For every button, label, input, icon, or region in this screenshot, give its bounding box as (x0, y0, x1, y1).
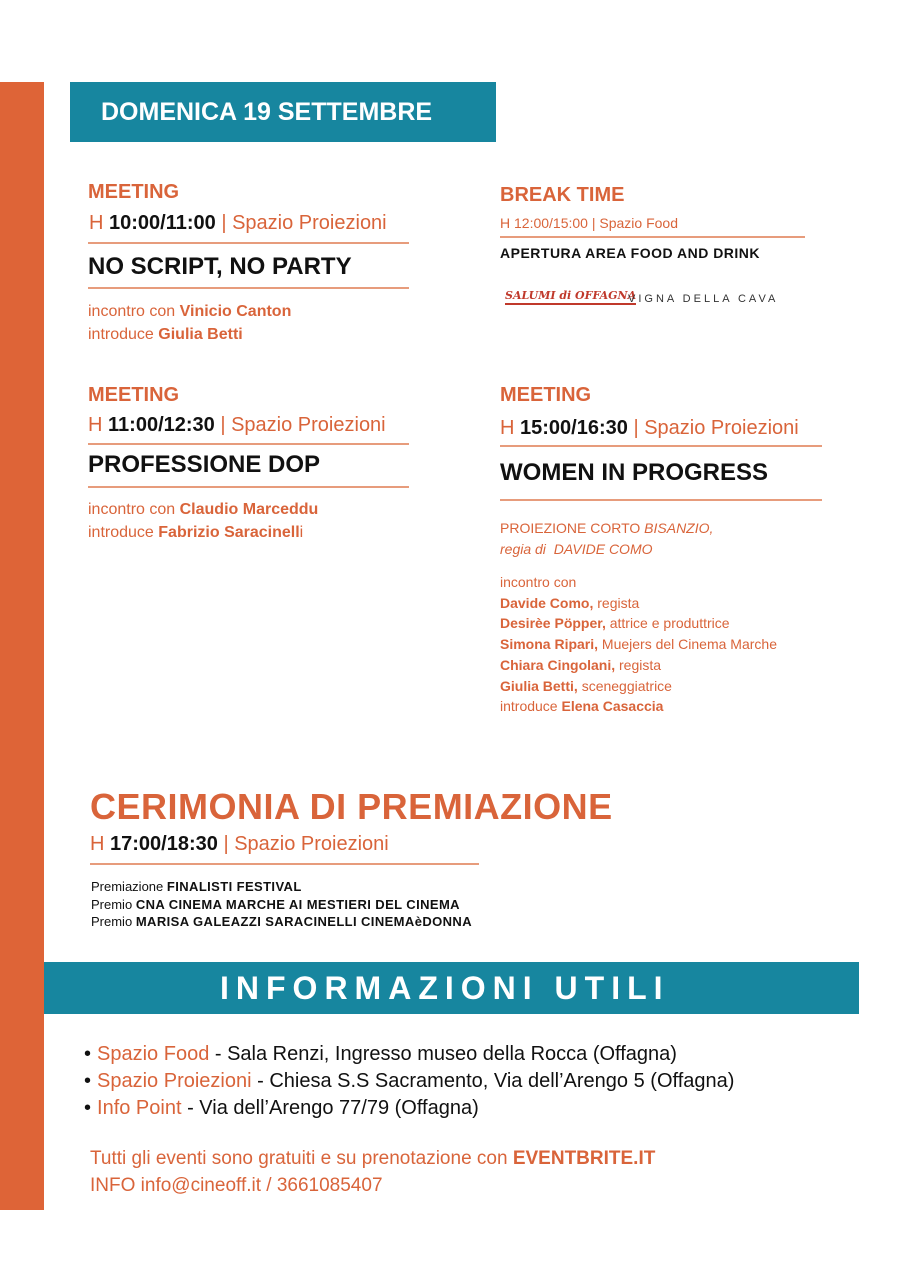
prize-line: Premiazione FINALISTI FESTIVAL (91, 879, 302, 894)
guest-line: Davide Como, regista (500, 594, 640, 611)
location-item: • Spazio Proiezioni - Chiesa S.S Sacramento, Via dell’Arengo 5 (Offagna) (84, 1070, 735, 1092)
time-prefix: H (89, 212, 104, 234)
event-3-kind: MEETING (88, 384, 180, 406)
event-1-title: NO SCRIPT, NO PARTY (88, 253, 352, 280)
date-banner (70, 82, 496, 142)
guest-line: Simona Ripari, Muejers del Cinema Marche (500, 636, 777, 653)
event-4-title: WOMEN IN PROGRESS (500, 459, 769, 486)
time-range: 10:00/11:00 (109, 212, 216, 234)
event-3-details (88, 498, 318, 544)
time-location: | Spazio Proiezioni (220, 414, 386, 436)
event-3-time (88, 414, 386, 437)
event-2-title: APERTURA AREA FOOD AND DRINK (500, 245, 761, 261)
guest-line: Giulia Betti, sceneggiatrice (500, 677, 672, 694)
time-range: 11:00/12:30 (108, 414, 215, 436)
guest-intro: incontro con (500, 574, 577, 590)
event-4-time (500, 417, 799, 440)
time-prefix: H (88, 414, 103, 436)
event-1-time (89, 212, 387, 235)
time-location: | Spazio Proiezioni (223, 833, 389, 855)
time-location: | Spazio Proiezioni (633, 417, 799, 439)
event-2-kind: BREAK TIME (500, 184, 625, 206)
location-item: • Info Point - Via dell’Arengo 77/79 (Offagna) (84, 1097, 479, 1119)
ceremony-title: CERIMONIA DI PREMIAZIONE (90, 786, 613, 827)
divider (88, 486, 409, 488)
divider (88, 242, 409, 244)
vigna-della-cava-logo: VIGNA DELLA CAVA (628, 293, 779, 305)
guest-line: Desirèe Pöpper, attrice e produttrice (500, 615, 730, 632)
event-4-guests (500, 572, 777, 717)
divider (90, 863, 479, 865)
location-item: • Spazio Food - Sala Renzi, Ingresso museo della Rocca (Offagna) (84, 1043, 677, 1065)
contact-info: INFO info@cineoff.it / 3661085407 (90, 1175, 383, 1196)
ceremony-time (90, 833, 389, 856)
event-1-details (88, 300, 291, 346)
moderator-line: introduce Elena Casaccia (500, 698, 664, 715)
event-4-kind: MEETING (500, 384, 592, 406)
detail-line: introduce Fabrizio Saracinelli (88, 524, 304, 541)
divider (500, 445, 822, 447)
detail-line: incontro con Claudio Marceddu (88, 501, 319, 518)
event-3-title: PROFESSIONE DOP (88, 451, 321, 478)
detail-line: introduce Giulia Betti (88, 326, 243, 343)
free-events-note: Tutti gli eventi sono gratuiti e su prenotazione con EVENTBRITE.IT (90, 1148, 656, 1169)
side-accent-bar (0, 82, 44, 1210)
prize-line: Premio MARISA GALEAZZI SARACINELLI CINEMAèDONNA (91, 914, 472, 929)
time-prefix: H (90, 833, 105, 855)
event-4-projection: PROIEZIONE CORTO BISANZIO, regia di DAVIDE COMO (500, 520, 714, 557)
prize-list (91, 878, 472, 931)
guest-line: Chiara Cingolani, regista (500, 656, 662, 673)
detail-line: incontro con Vinicio Canton (88, 303, 292, 320)
time-location: | Spazio Proiezioni (221, 212, 387, 234)
info-banner (44, 962, 859, 1014)
location-list (84, 1041, 734, 1122)
event-1-kind: MEETING (88, 181, 180, 203)
date-label: DOMENICA 19 SETTEMBRE (101, 98, 433, 126)
time-prefix: H (500, 417, 515, 439)
divider (88, 287, 409, 289)
divider (500, 236, 805, 238)
time-range: 17:00/18:30 (110, 833, 218, 855)
time-range: 15:00/16:30 (520, 417, 628, 439)
salumi-offagna-logo: SALUMI di OFFAGNA (505, 289, 636, 305)
prize-line: Premio CNA CINEMA MARCHE AI MESTIERI DEL CINEMA (91, 896, 460, 912)
event-2-time: H 12:00/15:00 | Spazio Food (500, 215, 678, 231)
divider (500, 499, 822, 501)
eventbrite-link: EVENTBRITE.IT (512, 1148, 656, 1169)
divider (88, 443, 409, 445)
info-title: INFORMAZIONI UTILI (220, 970, 670, 1006)
